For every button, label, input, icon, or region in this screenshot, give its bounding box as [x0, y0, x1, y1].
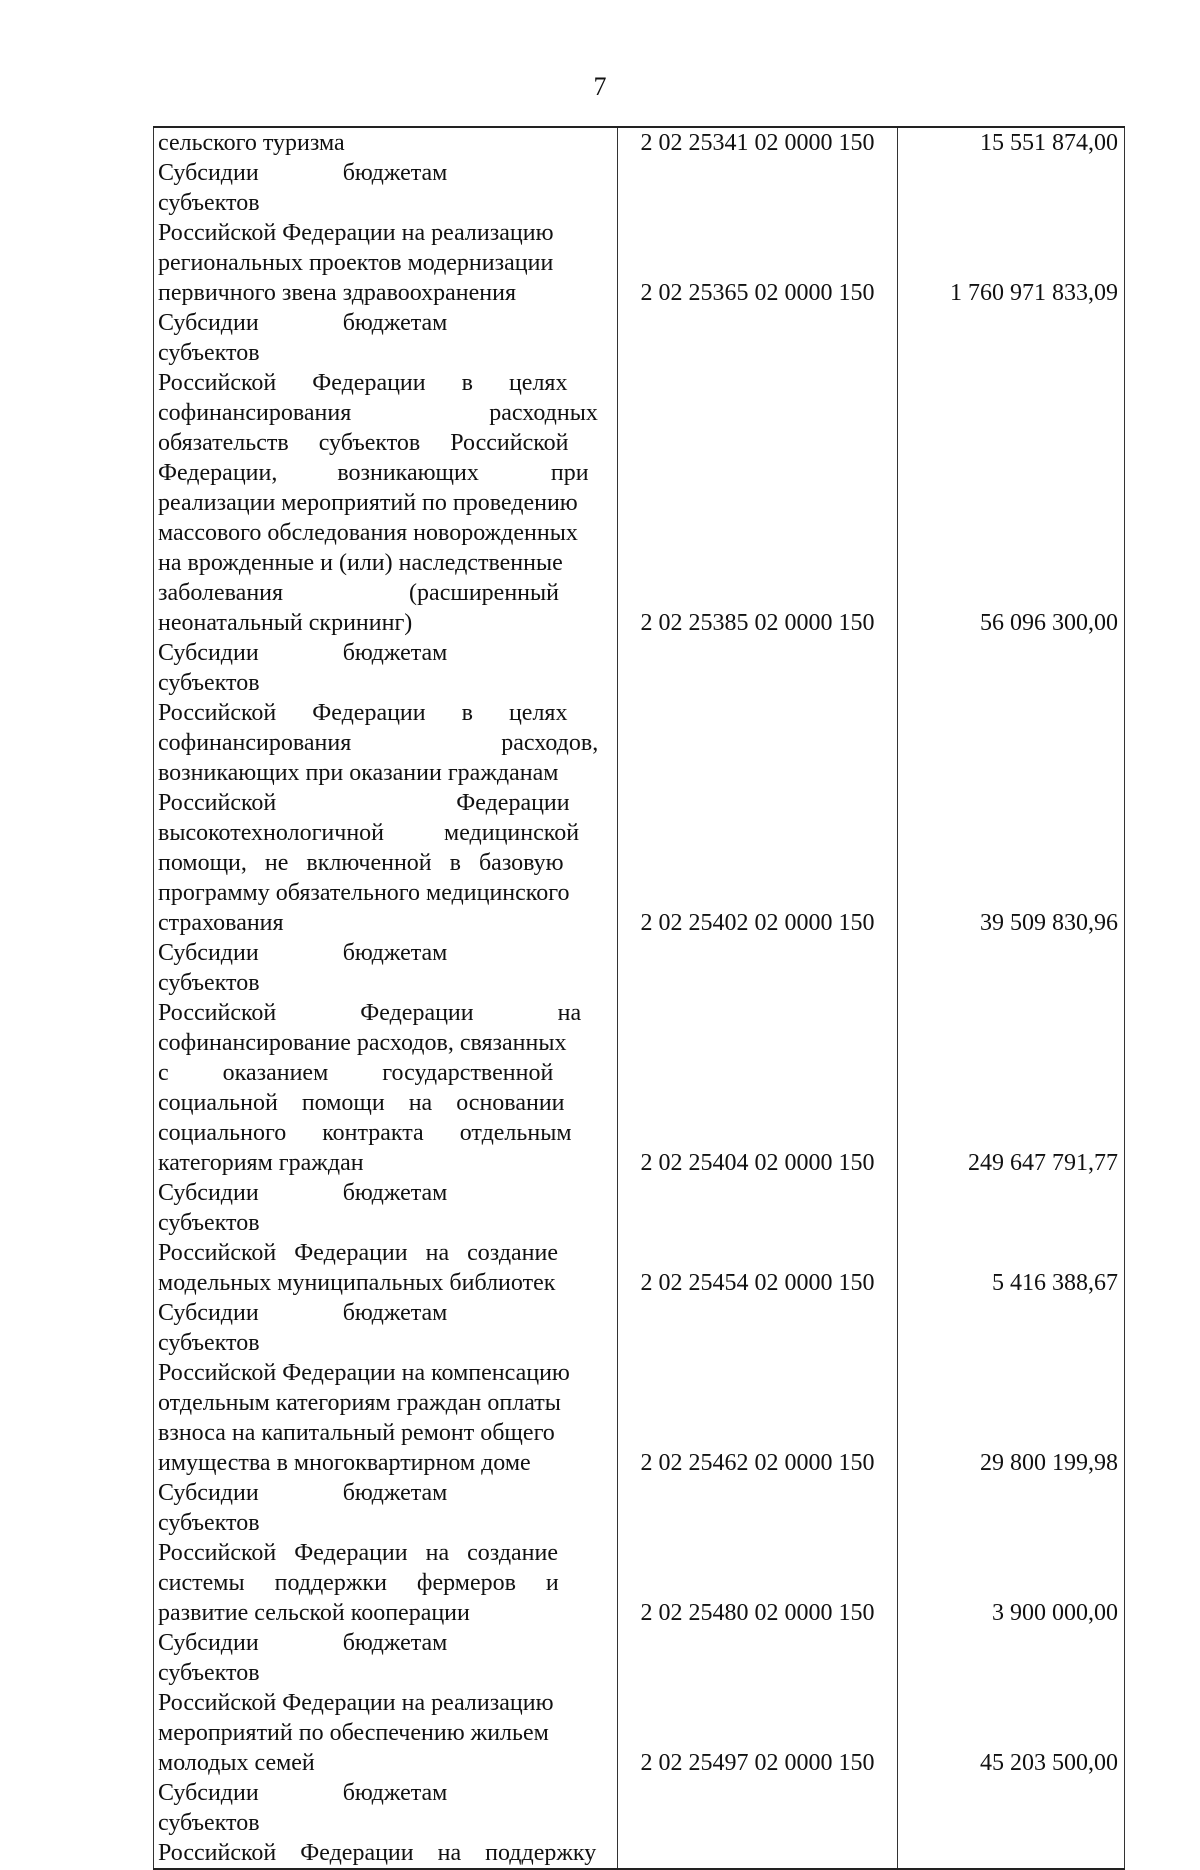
row-amount: 3 900 000,00: [898, 1478, 1125, 1628]
row-description: Субсидии бюджетам субъектов Российской Федерации в целях софинансирования расходных обязательств субъектов Российской Федерации, возникающих при реализации мероприятий по проведению массового обследования новорожденных на врожденные и (или) наследственные заболевания (расширенный неонатальный скрининг): [153, 308, 618, 638]
row-description: сельского туризма: [153, 128, 618, 158]
row-description: Субсидии бюджетам субъектов Российской Федерации на создание системы поддержки фермеров и развитие сельской кооперации: [153, 1478, 618, 1628]
table-row: [153, 308, 1125, 638]
row-description: Субсидии бюджетам субъектов Российской Федерации на компенсацию отдельным категориям граждан оплаты взноса на капитальный ремонт общего имущества в многоквартирном доме: [153, 1298, 618, 1478]
table-row: [153, 1478, 1125, 1628]
row-description: Субсидии бюджетам субъектов Российской Федерации на реализацию мероприятий по обеспечению жильем молодых семей: [153, 1628, 618, 1778]
row-code: 2 02 25497 02 0000 150: [618, 1628, 898, 1778]
row-amount: 39 509 830,96: [898, 638, 1125, 938]
row-amount: 5 416 388,67: [898, 1178, 1125, 1298]
row-amount: 15 551 874,00: [898, 128, 1125, 158]
row-code: 2 02 25480 02 0000 150: [618, 1478, 898, 1628]
row-description: Субсидии бюджетам субъектов Российской Федерации на создание модельных муниципальных библиотек: [153, 1178, 618, 1298]
budget-table: [153, 126, 1125, 1870]
row-code: 2 02 25404 02 0000 150: [618, 938, 898, 1178]
row-amount: [898, 1778, 1125, 1868]
table-row: [153, 1778, 1125, 1868]
table-row: [153, 1298, 1125, 1478]
row-code: [618, 1778, 898, 1868]
row-amount: 56 096 300,00: [898, 308, 1125, 638]
table-row: [153, 938, 1125, 1178]
table-row: [153, 128, 1125, 158]
row-amount: 1 760 971 833,09: [898, 158, 1125, 308]
row-description: Субсидии бюджетам субъектов Российской Федерации на софинансирование расходов, связанных с оказанием государственной социальной помощи на основании социального контракта отдельным категориям граждан: [153, 938, 618, 1178]
row-code: 2 02 25341 02 0000 150: [618, 128, 898, 158]
row-amount: 29 800 199,98: [898, 1298, 1125, 1478]
row-code: 2 02 25454 02 0000 150: [618, 1178, 898, 1298]
row-code: 2 02 25402 02 0000 150: [618, 638, 898, 938]
row-amount: 249 647 791,77: [898, 938, 1125, 1178]
table-row: [153, 1628, 1125, 1778]
table-row: [153, 638, 1125, 938]
page-number: 7: [593, 72, 607, 101]
row-description: Субсидии бюджетам субъектов Российской Федерации в целях софинансирования расходов, возникающих при оказании гражданам Российской Федерации высокотехнологичной медицинской помощи, не включенной в базовую программу обязательного медицинского страхования: [153, 638, 618, 938]
table-row: [153, 1178, 1125, 1298]
row-code: 2 02 25385 02 0000 150: [618, 308, 898, 638]
row-amount: 45 203 500,00: [898, 1628, 1125, 1778]
row-code: 2 02 25462 02 0000 150: [618, 1298, 898, 1478]
row-code: 2 02 25365 02 0000 150: [618, 158, 898, 308]
row-description: Субсидии бюджетам субъектов Российской Федерации на поддержку: [153, 1778, 618, 1868]
table-row: [153, 158, 1125, 308]
row-description: Субсидии бюджетам субъектов Российской Федерации на реализацию региональных проектов модернизации первичного звена здравоохранения: [153, 158, 618, 308]
